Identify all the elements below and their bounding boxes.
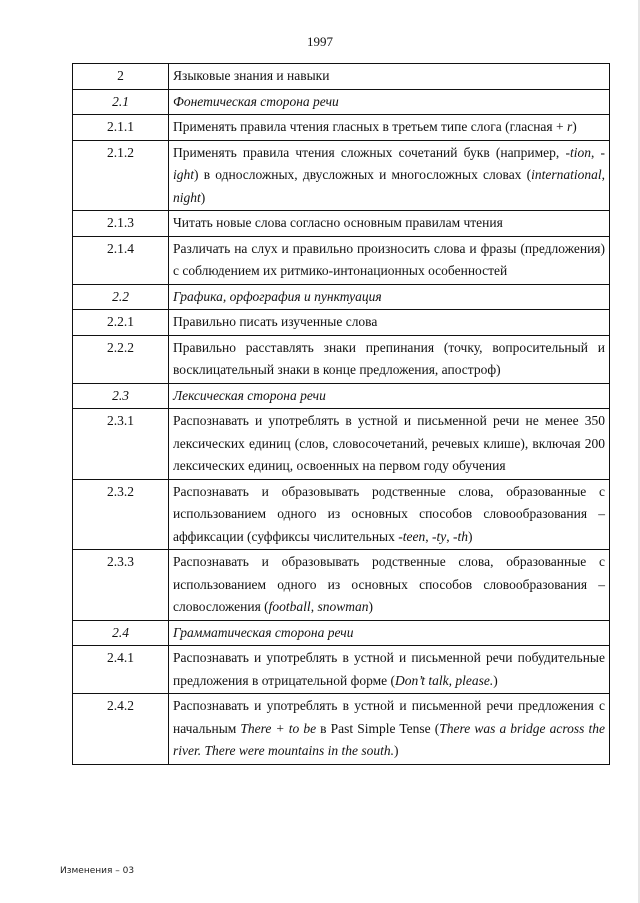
text-italic-fragment: Don’t talk, please.: [395, 672, 494, 688]
text-fragment: Распознавать и употреблять в устной и письменной речи предложения с начальным: [173, 698, 605, 736]
text-italic-fragment: -th: [452, 528, 468, 544]
row-number: 2.4: [73, 620, 169, 646]
text-fragment: Читать новые слова согласно основным правилам чтения: [173, 215, 503, 230]
text-fragment: Правильно расставлять знаки препинания (точку, вопросительный и восклицательный знаки в конце предложения, апостроф): [173, 339, 605, 377]
text-fragment: Распознавать и употреблять в устной и письменной речи побудительные предложения в отрицательной форме (: [173, 650, 605, 688]
row-text: [169, 89, 610, 115]
row-text: [169, 115, 610, 141]
text-fragment: ): [572, 119, 577, 134]
text-fragment: Фонетическая сторона речи: [173, 93, 339, 109]
row-number: 2.1.2: [73, 140, 169, 211]
row-text: [169, 620, 610, 646]
text-italic-fragment: -ight: [173, 144, 606, 182]
row-text: [169, 236, 610, 284]
table-row: [73, 310, 610, 336]
table-row-section: [73, 620, 610, 646]
table-row-section: [73, 284, 610, 310]
table-row: [73, 479, 610, 550]
text-fragment: ): [200, 189, 206, 205]
text-fragment: Графика, орфография и пунктуация: [173, 288, 382, 304]
text-italic-fragment: -tion: [565, 144, 591, 160]
requirements-table: [72, 63, 610, 765]
row-number: 2: [73, 64, 169, 90]
text-fragment: ,: [310, 599, 318, 614]
row-text: [169, 64, 610, 90]
row-number: 2.3: [73, 383, 169, 409]
row-number: 2.3.3: [73, 550, 169, 621]
text-italic-fragment: -ty: [431, 528, 447, 544]
text-italic-fragment: international: [531, 167, 602, 182]
row-text: [169, 335, 610, 383]
text-fragment: ) в односложных, двусложных и многосложных словах (: [194, 167, 532, 182]
table-row-section: [73, 383, 610, 409]
table-row: [73, 409, 610, 480]
text-fragment: ,: [590, 144, 601, 160]
row-text: [169, 310, 610, 336]
row-number: 2.1.4: [73, 236, 169, 284]
table-row: [73, 236, 610, 284]
text-fragment: Применять правила чтения сложных сочетаний букв (например,: [173, 144, 566, 160]
row-number: 2.2.1: [73, 310, 169, 336]
text-fragment: ,: [425, 528, 432, 544]
row-number: 2.2.2: [73, 335, 169, 383]
table-row: [73, 550, 610, 621]
table-row: [73, 646, 610, 694]
row-text: [169, 409, 610, 480]
table-row-section: [73, 89, 610, 115]
table-row-heading: [73, 64, 610, 90]
table-row: [73, 211, 610, 237]
row-number: 2.1.1: [73, 115, 169, 141]
row-number: 2.3.2: [73, 479, 169, 550]
text-fragment: Грамматическая сторона речи: [173, 624, 354, 640]
text-italic-fragment: -teen: [398, 528, 426, 544]
table-body: [73, 64, 610, 765]
text-fragment: Распознавать и употреблять в устной и письменной речи не менее 350 лексических единиц (слов, словосочетаний, речевых клише), включая 200 лексических единиц, освоенных на первом году обучения: [173, 413, 605, 473]
row-number: 2.3.1: [73, 409, 169, 480]
row-text: [169, 550, 610, 621]
row-number: 2.4.1: [73, 646, 169, 694]
text-italic-fragment: night: [173, 189, 201, 205]
row-text: [169, 694, 610, 765]
table-row: [73, 140, 610, 211]
text-fragment: Распознавать и образовывать родственные слова, образованные с использованием одного из основных способов словообразования – словосложения (: [173, 554, 605, 614]
row-text: [169, 284, 610, 310]
row-number: 2.4.2: [73, 694, 169, 765]
text-fragment: ): [493, 672, 498, 688]
text-italic-fragment: football: [268, 599, 311, 614]
revision-footer: Изменения – 03: [60, 866, 135, 876]
text-fragment: Лексическая сторона речи: [173, 387, 326, 403]
row-text: [169, 211, 610, 237]
text-italic-fragment: There was a bridge across the river. There were mountains in the south.: [173, 720, 605, 758]
text-fragment: ): [393, 743, 399, 758]
text-italic-fragment: r: [566, 119, 573, 134]
page-number: 1997: [307, 34, 333, 49]
row-number: 2.1.3: [73, 211, 169, 237]
text-fragment: Правильно писать изученные слова: [173, 314, 378, 329]
text-italic-fragment: snowman: [317, 599, 369, 614]
text-fragment: ,: [601, 167, 605, 182]
text-fragment: ): [467, 528, 473, 544]
row-text: [169, 479, 610, 550]
table-row: [73, 115, 610, 141]
row-text: [169, 383, 610, 409]
table-row: [73, 335, 610, 383]
text-fragment: Распознавать и образовывать родственные слова, образованные с использованием одного из основных способов словообразования – аффиксации (суффиксы числительных: [173, 483, 605, 544]
text-fragment: в Past Simple Tense (: [316, 720, 440, 736]
row-text: [169, 140, 610, 211]
text-fragment: Различать на слух и правильно произносить слова и фразы (предложения) с соблюдением их ритмико-интонационных особенностей: [173, 240, 605, 278]
table-row: [73, 694, 610, 765]
row-number: 2.2: [73, 284, 169, 310]
text-fragment: Языковые знания и навыки: [173, 68, 330, 83]
row-text: [169, 646, 610, 694]
text-fragment: ,: [446, 528, 453, 544]
text-fragment: Применять правила чтения гласных в третьем типе слога (гласная +: [173, 119, 567, 134]
text-italic-fragment: There + to be: [240, 720, 317, 736]
text-fragment: ): [368, 599, 373, 614]
row-number: 2.1: [73, 89, 169, 115]
